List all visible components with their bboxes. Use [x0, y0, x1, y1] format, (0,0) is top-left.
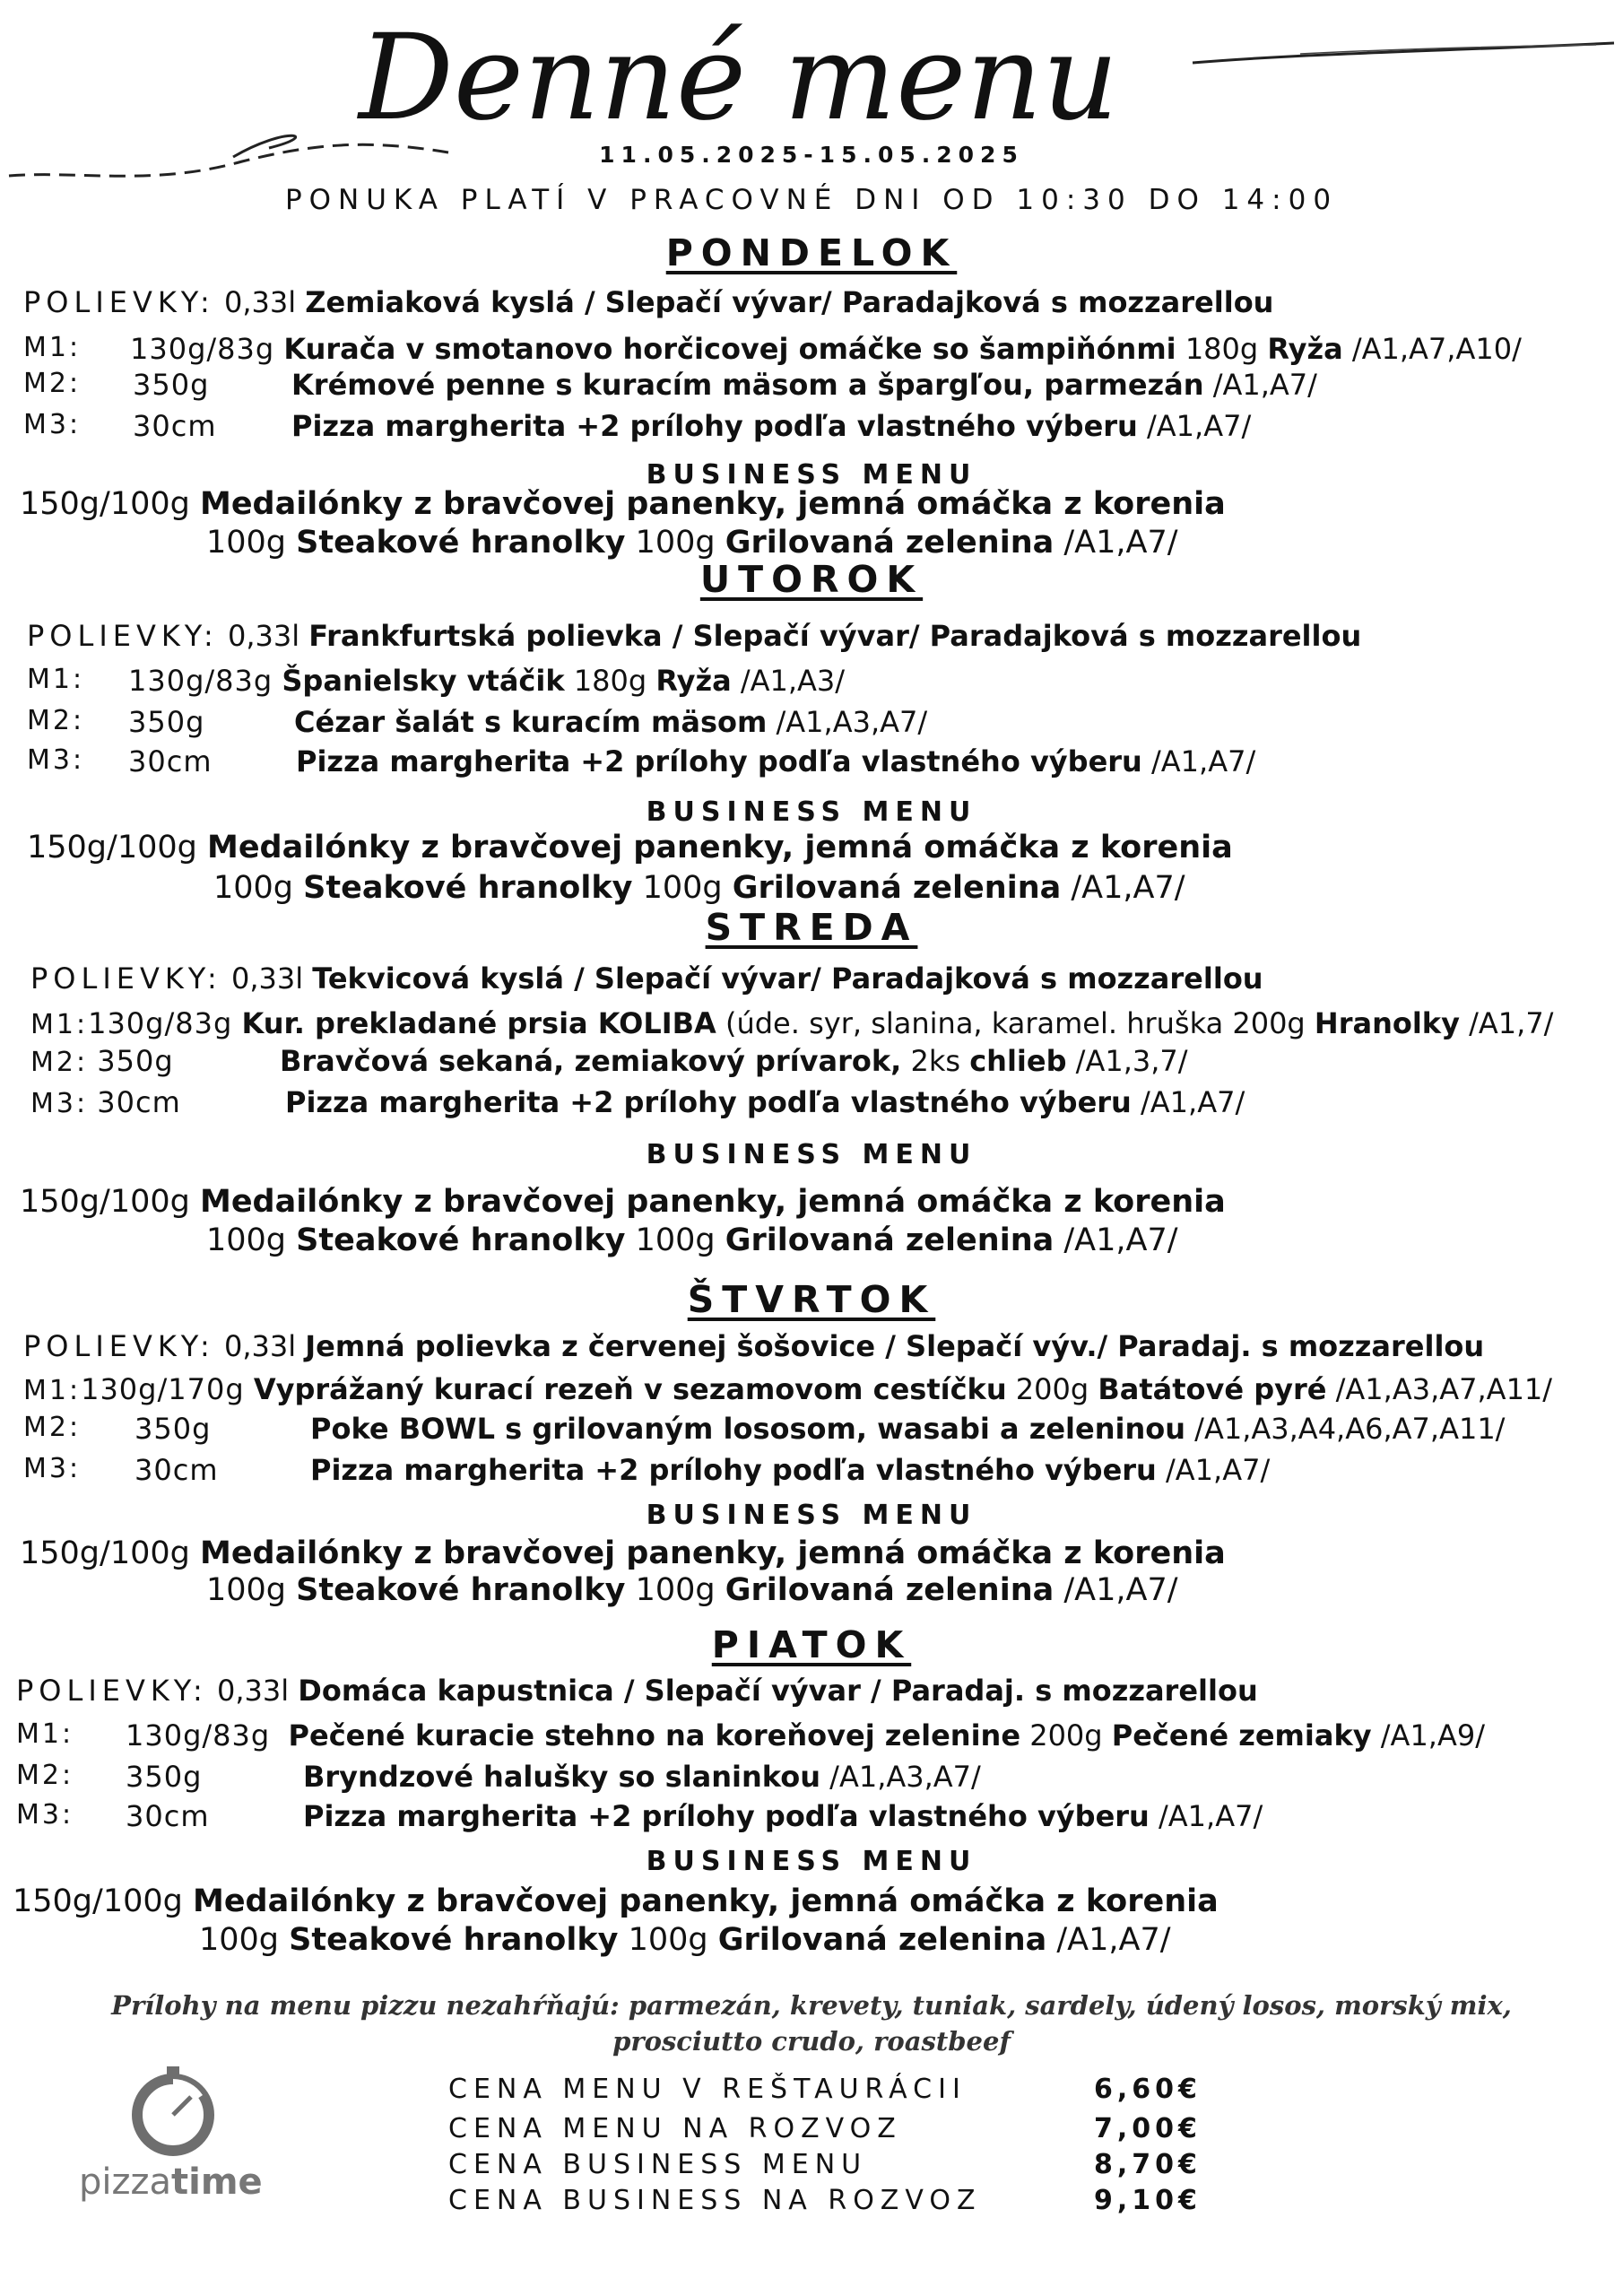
date-range: 11.05.2025-15.05.2025	[599, 142, 1024, 168]
menu-item-m1-wednesday: M1:130g/83g Kur. prekladané prsia KOLIBA (úde. syr, slanina, karamel. hruška 200g Hranolky /A1,7/	[30, 1006, 1554, 1040]
business-line-1: 150g/100g Medailónky z bravčovej panenky, jemná omáčka z korenia	[20, 1184, 1226, 1220]
menu-code-m2: M2:	[27, 705, 85, 736]
validity-text: PONUKA PLATÍ V PRACOVNÉ DNI OD 10:30 DO 14:00	[284, 184, 1339, 216]
menu-weight-m2: 350g	[128, 705, 205, 739]
menu-code-m3: M3:	[23, 1453, 82, 1484]
price-label-business-delivery: CENA BUSINESS NA ROZVOZ	[448, 2185, 982, 2216]
soups-volume: 0,33l	[223, 285, 297, 319]
menu-item-m3-monday: Pizza margherita +2 prílohy podľa vlastného výberu /A1,A7/	[291, 409, 1252, 443]
menu-code-m2: M2:	[23, 1412, 82, 1443]
menu-weight-m3: 30cm	[126, 1799, 210, 1833]
menu-item-m3-friday: Pizza margherita +2 prílohy podľa vlastného výberu /A1,A7/	[303, 1799, 1263, 1833]
business-menu-heading: BUSINESS MENU	[646, 796, 977, 828]
menu-item-m2-monday: Krémové penne s kuracím mäsom a špargľou, parmezán /A1,A7/	[291, 368, 1317, 402]
menu-item-m1-thursday: M1:130g/170g Vyprážaný kurací rezeň v sezamovom cestíčku 200g Batátové pyré /A1,A3,A7,A11/	[23, 1372, 1553, 1406]
menu-weight-m2: 350g	[133, 368, 210, 402]
business-line-2: 100g Steakové hranolky 100g Grilovaná zelenina /A1,A7/	[206, 525, 1178, 561]
price-value-restaurant: 6,60€	[1094, 2074, 1202, 2105]
menu-code-m1: M1:	[23, 332, 82, 363]
soups-label: POLIEVKY:	[23, 285, 215, 319]
business-line-2: 100g Steakové hranolky 100g Grilovaná zelenina /A1,A7/	[199, 1922, 1171, 1958]
day-heading-monday: PONDELOK	[665, 231, 958, 274]
soups-row-monday	[23, 285, 1273, 319]
day-heading-wednesday: STREDA	[705, 906, 918, 949]
business-menu-heading: BUSINESS MENU	[646, 459, 977, 491]
business-menu-heading: BUSINESS MENU	[646, 1139, 977, 1170]
price-value-business: 8,70€	[1094, 2149, 1202, 2180]
business-menu-heading: BUSINESS MENU	[646, 1500, 977, 1531]
soups-list: Zemiaková kyslá / Slepačí vývar/ Paradajková s mozzarellou	[305, 285, 1274, 319]
menu-item-m1-tuesday: 130g/83g Španielsky vtáčik 180g Ryža /A1,A3/	[128, 664, 846, 698]
menu-code-m3: M3:	[16, 1799, 74, 1831]
business-line-1: 150g/100g Medailónky z bravčovej panenky, jemná omáčka z korenia	[27, 830, 1233, 865]
business-line-2: 100g Steakové hranolky 100g Grilovaná zelenina /A1,A7/	[206, 1572, 1178, 1608]
pizza-toppings-note-line-2: prosciutto crudo, roastbeef	[612, 2026, 1011, 2057]
menu-weight-m3: 30cm	[135, 1453, 219, 1487]
pizzatime-logo-icon	[124, 2063, 222, 2161]
soups-row-tuesday: POLIEVKY: 0,33l Frankfurtská polievka / Slepačí vývar/ Paradajková s mozzarellou	[27, 619, 1362, 653]
menu-item-m3-wednesday: M3: 30cm	[30, 1085, 181, 1119]
price-label-restaurant: CENA MENU V REŠTAURÁCII	[448, 2074, 967, 2105]
day-heading-thursday: ŠTVRTOK	[687, 1278, 936, 1321]
menu-item-m2-thursday: Poke BOWL s grilovaným lososom, wasabi a zeleninou /A1,A3,A4,A6,A7,A11/	[310, 1412, 1506, 1446]
soups-row-wednesday: POLIEVKY: 0,33l Tekvicová kyslá / Slepačí vývar/ Paradajková s mozzarellou	[30, 961, 1263, 996]
menu-item-m2-wednesday: M2: 350g	[30, 1044, 174, 1078]
menu-code-m2: M2:	[16, 1760, 74, 1791]
menu-weight-m2: 350g	[135, 1412, 212, 1446]
price-value-business-delivery: 9,10€	[1094, 2185, 1202, 2216]
business-line-1: 150g/100g Medailónky z bravčovej panenky, jemná omáčka z korenia	[20, 1535, 1226, 1571]
business-line-1: 150g/100g Medailónky z bravčovej panenky, jemná omáčka z korenia	[13, 1883, 1219, 1919]
soups-row-friday: POLIEVKY: 0,33l Domáca kapustnica / Slepačí vývar / Paradaj. s mozzarellou	[16, 1674, 1258, 1708]
pizzatime-logo-text: pizzatime	[79, 2161, 263, 2203]
menu-code-m2: M2:	[23, 368, 82, 399]
menu-item-m3-wednesday-desc: Pizza margherita +2 prílohy podľa vlastného výberu /A1,A7/	[285, 1085, 1245, 1119]
menu-title: Denné menu	[359, 9, 1119, 147]
pizza-toppings-note-line-1: Prílohy na menu pizzu nezahŕňajú: parmezán, krevety, tuniak, sardely, údený losos, morský mix,	[111, 1990, 1512, 2021]
day-heading-friday: PIATOK	[711, 1623, 912, 1666]
menu-weight-m2: 350g	[126, 1760, 203, 1794]
menu-item-m2-tuesday: Cézar šalát s kuracím mäsom /A1,A3,A7/	[294, 705, 928, 739]
menu-item-m2-friday: Bryndzové halušky so slaninkou /A1,A3,A7/	[303, 1760, 981, 1794]
price-label-delivery: CENA MENU NA ROZVOZ	[448, 2113, 902, 2144]
menu-item-m2-wednesday-desc: Bravčová sekaná, zemiakový prívarok, 2ks chlieb /A1,3,7/	[280, 1044, 1188, 1078]
business-line-2: 100g Steakové hranolky 100g Grilovaná zelenina /A1,A7/	[206, 1222, 1178, 1258]
menu-item-m3-tuesday: Pizza margherita +2 prílohy podľa vlastného výberu /A1,A7/	[296, 744, 1256, 778]
day-heading-tuesday: UTOROK	[699, 558, 924, 601]
price-value-delivery: 7,00€	[1094, 2113, 1202, 2144]
menu-item-m1-friday: 130g/83g Pečené kuracie stehno na koreňovej zelenine 200g Pečené zemiaky /A1,A9/	[126, 1718, 1485, 1752]
menu-item-m1-monday: 130g/83g Kurača v smotanovo horčicovej omáčke so šampiňónmi 180g Ryža /A1,A7,A10/	[130, 332, 1522, 366]
soups-row-thursday: POLIEVKY: 0,33l Jemná polievka z červenej šošovice / Slepačí výv./ Paradaj. s mozzarellou	[23, 1329, 1485, 1363]
menu-weight-m3: 30cm	[128, 744, 213, 778]
menu-code-m1: M1:	[27, 664, 85, 695]
business-menu-heading: BUSINESS MENU	[646, 1846, 977, 1877]
price-label-business: CENA BUSINESS MENU	[448, 2149, 868, 2180]
menu-code-m1: M1:	[16, 1718, 74, 1750]
menu-weight-m3: 30cm	[133, 409, 217, 443]
menu-code-m3: M3:	[23, 409, 82, 440]
menu-item-m3-thursday: Pizza margherita +2 prílohy podľa vlastného výberu /A1,A7/	[310, 1453, 1271, 1487]
menu-code-m3: M3:	[27, 744, 85, 776]
business-line-2: 100g Steakové hranolky 100g Grilovaná zelenina /A1,A7/	[213, 870, 1185, 906]
business-line-1: 150g/100g Medailónky z bravčovej panenky, jemná omáčka z korenia	[20, 486, 1226, 522]
